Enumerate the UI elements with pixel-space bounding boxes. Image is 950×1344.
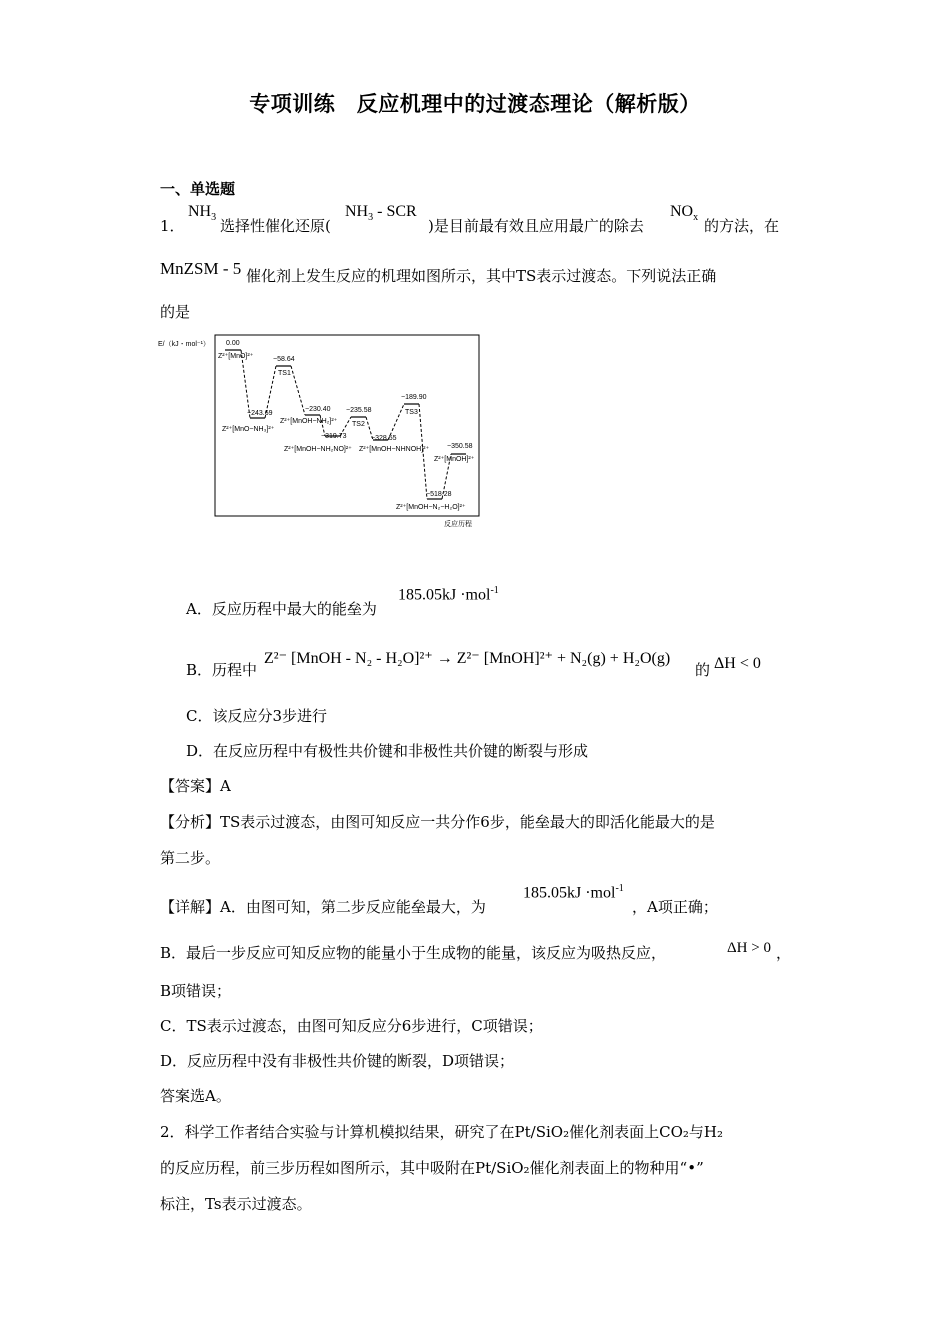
q1-scr	[345, 203, 417, 223]
detail-b-text: B．最后一步反应可知反应物的能量小于生成物的能量，该反应为吸热反应，	[160, 944, 667, 962]
level-value-8: −350.58	[447, 443, 473, 450]
level-label-6: Z²⁺[MnOH−NHNOH]²⁺	[359, 446, 430, 453]
level-value-4: −319.73	[321, 433, 347, 440]
option-b-dh: ΔH < 0	[714, 655, 761, 672]
answer-line: 【答案】A	[160, 777, 231, 795]
scr-a: NH	[345, 203, 369, 220]
final-answer: 答案选A。	[160, 1087, 231, 1105]
energy-profile-diagram	[158, 330, 488, 535]
level-value-0: 0.00	[226, 340, 240, 347]
level-label-1: TS1	[278, 370, 291, 377]
detail-c: C．TS表示过渡态，由图可知反应分6步进行，C项错误；	[160, 1017, 543, 1035]
level-value-9: −518.28	[426, 491, 452, 498]
scr-b: - SCR	[373, 203, 417, 220]
q1-text-3: 的方法，在	[704, 217, 780, 235]
level-label-7: TS3	[405, 409, 418, 416]
q1-text-1: 选择性催化还原(	[220, 217, 331, 235]
nh3-sub: 3	[211, 212, 217, 224]
option-a-formula	[398, 585, 499, 604]
option-a-sup: -1	[490, 585, 499, 596]
nh3-text: NH	[188, 203, 212, 220]
q1-text-5: 的是	[160, 303, 191, 321]
nox-sub: x	[693, 212, 699, 224]
detail-b-comma: ，	[776, 944, 792, 962]
detail-b-tail: B项错误；	[160, 982, 232, 1000]
analysis-line-2: 第二步。	[160, 849, 221, 867]
detail-a-tail: ，A项正确；	[632, 898, 718, 916]
option-d: D．在反应历程中有极性共价键和非极性共价键的断裂与形成	[186, 742, 589, 760]
detail-a-sup: -1	[615, 883, 624, 894]
option-a: A．反应历程中最大的能垒为	[186, 600, 377, 618]
level-label-4: Z²⁺[MnOH−NH₂NO]²⁺	[284, 446, 352, 453]
level-label-3: Z²⁺[MnOH−NH₂]²⁺	[280, 418, 338, 425]
option-b: B．历程中	[186, 661, 258, 679]
q1-number: 1．	[160, 217, 185, 235]
q1-text-4: 催化剂上发生反应的机理如图所示，其中TS表示过渡态。下列说法正确	[246, 267, 717, 285]
q1-nh3	[188, 203, 216, 223]
option-c: C．该反应分3步进行	[186, 707, 328, 725]
level-label-9: Z²⁺[MnOH−N₂−H₂O]²⁺	[396, 504, 466, 511]
detail-a-text: 【详解】A．由图可知，第二步反应能垒最大，为	[160, 898, 486, 916]
option-b-formula: Z²⁻ [MnOH - N₂ - H₂O]²⁺ → Z²⁻ [MnOH]²⁺ + N₂(g) + H₂O(g)	[264, 650, 671, 667]
diagram-lines	[225, 350, 466, 499]
level-value-2: −243.69	[247, 410, 273, 417]
q2-line-2: 的反应历程，前三步历程如图所示，其中吸附在Pt/SiO₂催化剂表面上的物种用“•”	[160, 1159, 704, 1177]
q1-text-2: )是目前最有效且应用最广的除去	[428, 217, 644, 235]
level-value-7: −189.90	[401, 394, 427, 401]
diagram-connectors	[241, 350, 451, 499]
q2-line-1: 2．科学工作者结合实验与计算机模拟结果，研究了在Pt/SiO₂催化剂表面上CO₂与H₂	[160, 1123, 723, 1141]
level-label-0: Z²⁺[MnO]²⁺	[218, 353, 254, 360]
q1-catalyst: MnZSM - 5	[160, 259, 242, 278]
section-heading: 一、单选题	[160, 180, 236, 198]
detail-d: D．反应历程中没有非极性共价键的断裂，D项错误；	[160, 1052, 515, 1070]
detail-a-value: 185.05kJ ·mol	[523, 884, 616, 902]
scr-sub: 3	[368, 212, 374, 224]
level-value-1: −58.64	[273, 356, 295, 363]
diagram-xlabel: 反应历程	[444, 521, 472, 528]
q2-line-3: 标注，Ts表示过渡态。	[160, 1195, 312, 1213]
page-title: 专项训练 反应机理中的过渡态理论（解析版）	[249, 91, 701, 116]
level-value-3: −230.40	[305, 406, 331, 413]
option-a-value: 185.05kJ ·mol	[398, 586, 491, 604]
analysis-line-1: 【分析】TS表示过渡态，由图可知反应一共分作6步，能垒最大的即活化能最大的是	[160, 813, 715, 831]
level-label-8: Z²⁺[MnOH]²⁺	[434, 456, 475, 463]
q1-nox	[670, 203, 698, 223]
level-label-5: TS2	[352, 421, 365, 428]
detail-b-dh: ΔH > 0	[727, 940, 771, 956]
nox-text: NO	[670, 203, 694, 220]
level-value-5: −235.58	[346, 407, 372, 414]
detail-a-formula	[523, 883, 624, 902]
level-value-6: −328.55	[371, 435, 397, 442]
level-label-2: Z²⁺[MnO−NH₃]²⁺	[222, 426, 275, 433]
diagram-ylabel: E/（kJ・mol⁻¹）	[158, 341, 210, 348]
option-b-tail: 的	[695, 661, 711, 679]
